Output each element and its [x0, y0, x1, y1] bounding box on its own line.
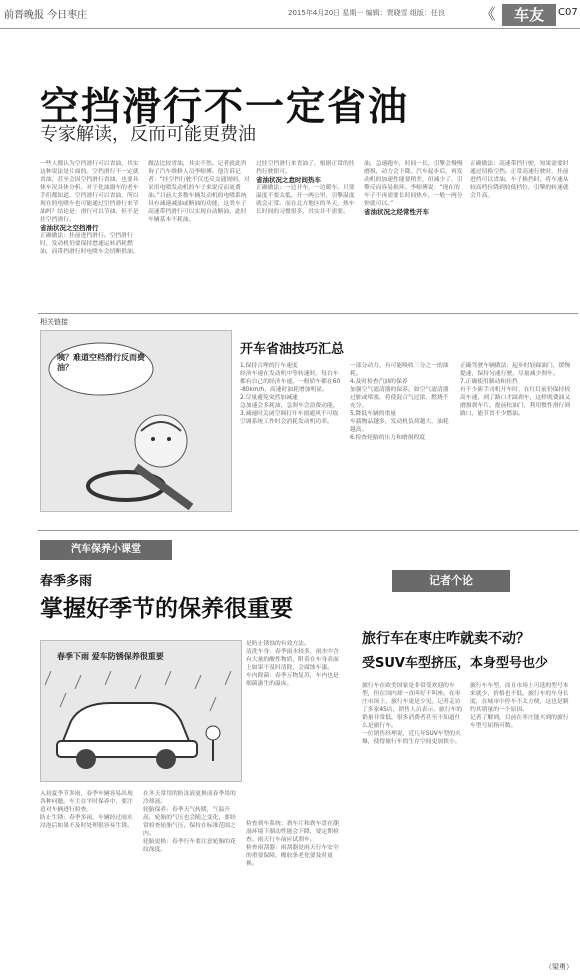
cartoon-image: [40, 330, 232, 512]
lead-column-4: [364, 160, 464, 310]
lead-col4-head: 省油状况之经常性开车: [364, 208, 429, 216]
opinion-column-2: 旅行车车型，而且市场上可选的型号本来就少，价格也不低。旅行车的车身长度，在城市中停车不太方便，这也是制约其销量的一个原因。 记者了解到，目前在枣庄能买到的旅行车型号屈指可数。: [470, 683, 569, 729]
lead-col4-text: 油，急速跑车，时间一长，引擎会慢慢磨损，动力会下降。汽车起步后，再发动机的加速性能要稍差，但减少了，引擎反而容易损坏。李师傅说：“现在的车子不再需要长时间热车，一般一两分钟就可以。”: [364, 161, 463, 207]
car-in-rain-illustration: [41, 641, 241, 781]
maintenance-headline: 掌握好季节的保养很重要: [40, 596, 293, 622]
chevron-left-icon: 《: [480, 5, 496, 23]
lead-column-2: [148, 160, 250, 310]
related-column-1: 1.保持合理的行车速度 经济车速在发动机中等转速时。每台车都有自己的经济车速。一般轿车都在60-80km/h，高速时油耗增加明显。 2.尽量避免突然加减速 急加速会多耗油，急刹车会浪费动能。 3.减速时关闭空调打开车窗通风不可取 空调系统工作时会消耗发动机功率。: [240, 363, 341, 425]
maintenance-column-2: 在冬天常用的防冻液更换成春季用的冷却液。 轮胎保养：春季天气转暖，气温升高，轮胎的气压也会随之变化，要经常检查轮胎气压，保持在标准范围之内。 轮胎更换：春季行车要注意轮胎的花纹深度。: [143, 791, 236, 853]
rain-car-image: [40, 640, 242, 782]
opinion-subheadline: 受SUV车型挤压，本身型号也少: [362, 656, 548, 671]
page-number: C07: [558, 7, 578, 18]
lead-col5-text: 正确做法：高速带挡行驶，知果需要时通过切换空挡。正常高速行驶时，挂前进挡可以省油。车子换挡时，将车速从较高档位降到较低档位，引擎的转速就会升高。: [470, 161, 569, 199]
issue-date: 2015年4月20日 星期一 编辑：贾晓雪 组版：任良: [288, 9, 445, 17]
related-divider: [38, 313, 578, 314]
maintenance-column-4: 检查刹车系统：刹车片和刹车盘在潮湿环境下制动性能会下降，要定期检查。雨天行车前应试刹车。 检查雨刮器：雨刮器是雨天行车安全的重要保障，橡胶条老化要及时更换。: [246, 821, 339, 867]
related-title: 开车省油技巧汇总: [240, 342, 345, 357]
header-divider: [0, 28, 580, 29]
opinion-box-label: 记者个论: [392, 570, 510, 592]
rain-image-caption: 春季下雨 爱车防锈保养很重要: [57, 652, 164, 661]
opinion-author: （梁勇）: [545, 963, 573, 971]
section-label: 车友: [502, 4, 556, 26]
lead-col3b-text: 正确做法：一边开车，一边暖车。只要温度不要太低，开一两公里，引擎温度就会正常。而在北方地区的冬天，热车长时间的习惯很多，其实并不需要。: [256, 185, 355, 215]
lead-column-1: [40, 160, 144, 310]
related-links-label: 相关链接: [40, 318, 68, 326]
cartoon-caption: 咦？难道空档滑行反而费油？: [57, 353, 145, 372]
lead-col2-text: 做法比较省油，其实不然。记者就此咨询了汽车维修人员李师傅。他告诉记者：“挂空挡行驶不仅违反交通规则，对采用电喷发动机的车子来说反而更费油。”目前大多数车辆发动机的电喷系统具有减速减油或断油的功能，这类车子高速带挡滑行可以实现自动断油，此时车辆基本不耗油。: [148, 161, 250, 223]
maintenance-kicker: 春季多雨: [40, 574, 93, 589]
related-column-2: 一部分动力，有可能吸收三分之一的油耗。 4.及时检查汽油的保养 加强空气滤清器的保养，如空气滤清器过脏或堵塞，将使混合气过浓，燃烧不充分。 5.降低车辆的重量 车载物品越多，发动机负荷越大，油耗越高。 6.检查轮胎的压力和磨损程度: [350, 363, 449, 441]
opinion-column-1: 旅行车在欧美国家是非常受欢迎的车型，但在国内却一直叫好不叫座。在枣庄市场上，旅行车更是少见。记者走访了多家4S店，销售人员表示，旅行车的销量非常低，很多消费者甚至不知道什么是旅行车。 一位销售经理说，近几年SUV车型的火爆，使得旅行车的生存空间更加狭小。: [362, 683, 463, 745]
maintenance-box-label: 汽车保养小课堂: [40, 540, 172, 560]
lead-column-5: [470, 160, 574, 310]
lead-subheadline: 专家解读，反而可能更费油: [40, 124, 256, 145]
page-header: [0, 0, 580, 28]
maintenance-column-1: 入初夏季节多雨，春季车辆容易出现各种问题。车主在平时保养中，要注意对车辆进行检查。 防止生锈：春季多雨，车辆经过雨水浸泡后如果不及时处理很容易生锈。: [40, 791, 133, 829]
lead-col1-head: 省油状况之空挡滑行: [40, 224, 99, 232]
lead-col1b-text: 正确做法：挂前进挡滑行。空挡滑行时，发动机仍要保持怠速运转消耗燃油，而带挡滑行时电喷车会切断供油。: [40, 233, 139, 255]
newspaper-name: 前晋晚报 今日枣庄: [4, 10, 88, 21]
mid-divider: [38, 530, 578, 531]
lead-col3-head: 省油状况之怠时间热车: [256, 176, 321, 184]
lead-column-3: [256, 160, 358, 310]
related-column-3: 正确驾驶车辆做法：起步时轻踩油门，缓慢提速，保持匀速行驶，尽量减少刹车。 7.正确使用制动和挂挡 有不少新手司机开车时，在红灯前仍保持较高车速，到了路口才踩刹车，这样既费油又磨损刹车片。提前松油门，利用惯性滑行到路口，能节省不少燃油。: [460, 363, 571, 417]
lead-headline: 空挡滑行不一定省油: [40, 85, 410, 130]
lead-col3-text: 过挂空挡滑行来省油了，根据正常的挂挡行驶即可。: [256, 161, 355, 175]
maintenance-column-3: 是防止锈蚀的有效方法。 清洗车身：春季雨水较多，雨水中含有大量的酸性物质，附着在车身表面上如果不及时清除，会腐蚀车漆。 车内除菌：春季万物复苏，车内也是细菌滋生的温床。: [246, 641, 339, 687]
lead-col1-text: 一些人都认为空挡滑行可以省油，其实这种说法是片面的。空挡滑行不一定就省油，甚至会因空挡滑行省油，也要具体车况具体分析。对于化油器车的老车手们都知道，空挡滑行可以省油，所以现在的电喷车也可能通过空挡滑行来节油吗？结论是：滑行可以节油，但不是挂空挡滑行。: [40, 161, 139, 223]
opinion-headline: 旅行车在枣庄咋就卖不动？: [362, 631, 530, 647]
